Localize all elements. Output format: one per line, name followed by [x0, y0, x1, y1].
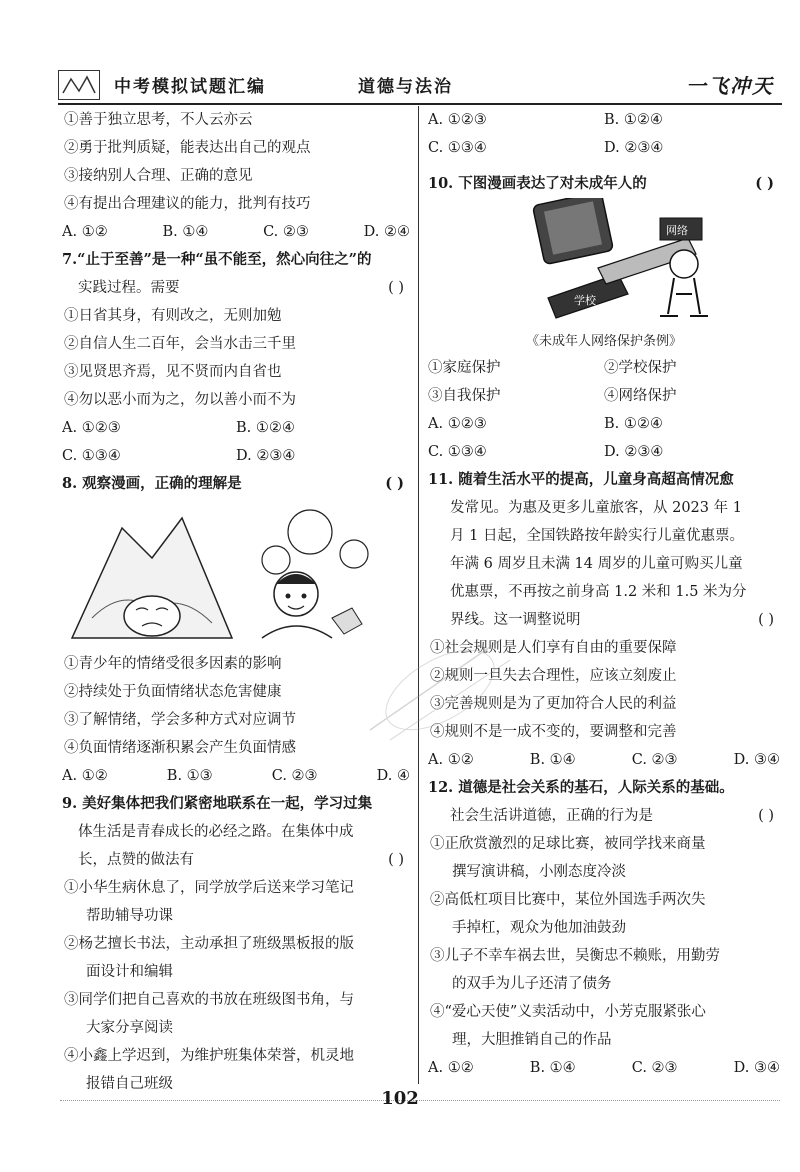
q9-choice-b: B. ①②④ — [604, 112, 663, 128]
q9-stem-1: 9. 美好集体把我们紧密地联系在一起，学习过集 — [62, 795, 373, 812]
q9-option-1-line2: 帮助辅导功课 — [86, 908, 173, 924]
right-column — [428, 106, 780, 1082]
q9-stem-3-text: 长，点赞的做法有 — [78, 852, 194, 868]
q10-cartoon-image — [428, 198, 780, 330]
q10-option-1: ①家庭保护 — [428, 360, 501, 376]
q7-choice-a: A. ①②③ — [62, 420, 121, 436]
q8-choice-d: D. ④ — [376, 768, 410, 784]
q6-option-1: ①善于独立思考，不人云亦云 — [64, 112, 253, 128]
q7-choices-row1 — [62, 414, 410, 442]
q12-option-4-line1: ④“爱心天使”义卖活动中，小芳克服紧张心 — [430, 1004, 706, 1020]
q12-option-3-line2: 的双手为儿子还清了债务 — [452, 976, 612, 992]
page-number: 102 — [381, 1088, 419, 1109]
q12-choice-b: B. ①④ — [529, 1060, 576, 1076]
q9-choice-c: C. ①③④ — [428, 140, 487, 156]
q10-choice-d: D. ②③④ — [604, 444, 664, 460]
q7-choice-c: C. ①③④ — [62, 448, 121, 464]
q11-stem-5: 优惠票，不再按之前身高 1.2 米和 1.5 米为分 — [450, 584, 747, 600]
q8-stem — [62, 470, 410, 498]
q8-stem-text: 8. 观察漫画，正确的理解是 — [62, 475, 242, 492]
q7-answer-bracket: ( ) — [388, 280, 404, 296]
page-header — [58, 66, 778, 102]
q11-choice-c: C. ②③ — [631, 752, 678, 768]
q12-choice-d: D. ③④ — [733, 1060, 780, 1076]
q12-option-2-line2: 手掉杠，观众为他加油鼓劲 — [452, 920, 626, 936]
q10-stem-text: 10. 下图漫画表达了对未成年人的 — [428, 175, 647, 192]
q10-choices-row1 — [428, 410, 780, 438]
q10-option-2: ②学校保护 — [604, 360, 677, 376]
q6-option-4: ④有提出合理建议的能力，批判有技巧 — [64, 196, 311, 212]
header-logo-icon — [58, 70, 100, 100]
q10-options-row2 — [428, 382, 780, 410]
q9-option-4-line1: ④小鑫上学迟到，为维护班集体荣誉，机灵地 — [64, 1048, 354, 1064]
q11-stem-6-text: 界线。这一调整说明 — [450, 612, 581, 628]
q11-stem-3: 月 1 日起，全国铁路按年龄实行儿童优惠票。 — [450, 528, 744, 544]
q7-stem-2-text: 实践过程。需要 — [78, 280, 180, 296]
q9-option-2-line1: ②杨艺擅长书法，主动承担了班级黑板报的版 — [64, 936, 354, 952]
q10-option-4: ④网络保护 — [604, 388, 677, 404]
q6-choice-d: D. ②④ — [363, 224, 410, 240]
q9-choices-row2 — [428, 134, 780, 162]
header-brand: 一飞冲天 — [686, 74, 774, 98]
q7-choice-b: B. ①②④ — [236, 420, 295, 436]
column-divider — [418, 106, 419, 1084]
q11-answer-bracket: ( ) — [758, 612, 774, 628]
q7-stem-1: 7.“止于至善”是一种“虽不能至，然心向往之”的 — [62, 251, 372, 268]
q9-stem-2: 体生活是青春成长的必经之路。在集体中成 — [78, 824, 354, 840]
q6-option-2: ②勇于批判质疑，能表达出自己的观点 — [64, 140, 311, 156]
q11-stem-2: 发常见。为惠及更多儿童旅客，从 2023 年 1 — [450, 500, 742, 516]
q10-choice-b: B. ①②④ — [604, 416, 663, 432]
q9-choice-a: A. ①②③ — [428, 112, 487, 128]
q6-choice-a: A. ①② — [62, 224, 108, 240]
header-subject: 道德与法治 — [358, 77, 453, 97]
q8-choice-a: A. ①② — [62, 768, 108, 784]
q11-option-2: ②规则一旦失去合理性，应该立刻废止 — [430, 668, 677, 684]
q11-stem-4: 年满 6 周岁且未满 14 周岁的儿童可购买儿童 — [450, 556, 743, 572]
q12-choice-a: A. ①② — [428, 1060, 474, 1076]
q6-choice-b: B. ①④ — [162, 224, 209, 240]
q6-choices — [62, 218, 410, 246]
q9-answer-bracket: ( ) — [388, 852, 404, 868]
q7-option-1: ①日省其身，有则改之，无则加勉 — [64, 308, 282, 324]
header-title: 中考模拟试题汇编 — [114, 77, 266, 97]
q8-cartoon — [62, 498, 410, 650]
q9-option-3-line2: 大家分享阅读 — [86, 1020, 173, 1036]
q9-option-2-line2: 面设计和编辑 — [86, 964, 173, 980]
q12-option-3-line1: ③儿子不幸车祸去世，吴衡忠不赖账，用勤劳 — [430, 948, 720, 964]
q9-choice-d: D. ②③④ — [604, 140, 664, 156]
q7-choices-row2 — [62, 442, 410, 470]
q12-choices — [428, 1054, 780, 1082]
q12-stem-2-text: 社会生活讲道德，正确的行为是 — [450, 808, 653, 824]
q8-choice-b: B. ①③ — [166, 768, 213, 784]
q11-option-1: ①社会规则是人们享有自由的重要保障 — [430, 640, 677, 656]
q9-stem-3 — [62, 846, 410, 874]
watermark-stamp-icon — [360, 610, 520, 750]
q11-choice-b: B. ①④ — [529, 752, 576, 768]
q12-option-2-line1: ②高低杠项目比赛中，某位外国选手两次失 — [430, 892, 706, 908]
q10-caption: 《未成年人网络保护条例》 — [525, 334, 682, 349]
q8-choices — [62, 762, 410, 790]
left-column — [62, 106, 410, 1098]
q9-option-3-line1: ③同学们把自己喜欢的书放在班级图书角，与 — [64, 992, 354, 1008]
q10-cartoon — [428, 198, 780, 330]
q12-stem-2 — [428, 802, 780, 830]
q10-label-school: 学校 — [574, 294, 596, 307]
q10-option-3: ③自我保护 — [428, 388, 501, 404]
q7-option-3: ③见贤思齐焉，见不贤而内自省也 — [64, 364, 282, 380]
q11-choices — [428, 746, 780, 774]
q8-answer-bracket: ( ) — [385, 475, 404, 492]
q10-label-network: 网络 — [666, 224, 688, 237]
q6-option-3: ③接纳别人合理、正确的意见 — [64, 168, 253, 184]
q9-option-1-line1: ①小华生病休息了，同学放学后送来学习笔记 — [64, 880, 354, 896]
q9-option-4-line2: 报错自己班级 — [86, 1076, 173, 1092]
q10-answer-bracket: ( ) — [755, 175, 774, 192]
q12-option-1-line2: 撰写演讲稿，小刚态度冷淡 — [452, 864, 626, 880]
q10-stem — [428, 170, 780, 198]
q12-option-1-line1: ①正欣赏激烈的足球比赛，被同学找来商量 — [430, 836, 706, 852]
q8-option-2: ②持续处于负面情绪状态危害健康 — [64, 684, 282, 700]
q7-stem-2 — [62, 274, 410, 302]
q11-choice-d: D. ③④ — [733, 752, 780, 768]
q8-cartoon-image — [62, 498, 410, 650]
q10-choices-row2 — [428, 438, 780, 466]
header-divider — [58, 103, 782, 105]
q10-choice-a: A. ①②③ — [428, 416, 487, 432]
q7-option-2: ②自信人生二百年，会当水击三千里 — [64, 336, 296, 352]
q11-choice-a: A. ①② — [428, 752, 474, 768]
q11-option-4: ④规则不是一成不变的，要调整和完善 — [430, 724, 677, 740]
q8-option-4: ④负面情绪逐渐积累会产生负面情感 — [64, 740, 296, 756]
q10-options-row1 — [428, 354, 780, 382]
q12-answer-bracket: ( ) — [758, 808, 774, 824]
q12-choice-c: C. ②③ — [631, 1060, 678, 1076]
q8-option-3: ③了解情绪，学会多种方式对应调节 — [64, 712, 296, 728]
q7-option-4: ④勿以恶小而为之，勿以善小而不为 — [64, 392, 296, 408]
q11-option-3: ③完善规则是为了更加符合人民的利益 — [430, 696, 677, 712]
q6-choice-c: C. ②③ — [263, 224, 309, 240]
q12-option-4-line2: 理，大胆推销自己的作品 — [452, 1032, 612, 1048]
q11-stem-1: 11. 随着生活水平的提高，儿童身高超高情况愈 — [428, 471, 734, 488]
q12-stem-1: 12. 道德是社会关系的基石，人际关系的基础。 — [428, 779, 734, 796]
q8-choice-c: C. ②③ — [271, 768, 318, 784]
q10-choice-c: C. ①③④ — [428, 444, 487, 460]
q9-choices-row1 — [428, 106, 780, 134]
q8-option-1: ①青少年的情绪受很多因素的影响 — [64, 656, 282, 672]
q7-choice-d: D. ②③④ — [236, 448, 296, 464]
